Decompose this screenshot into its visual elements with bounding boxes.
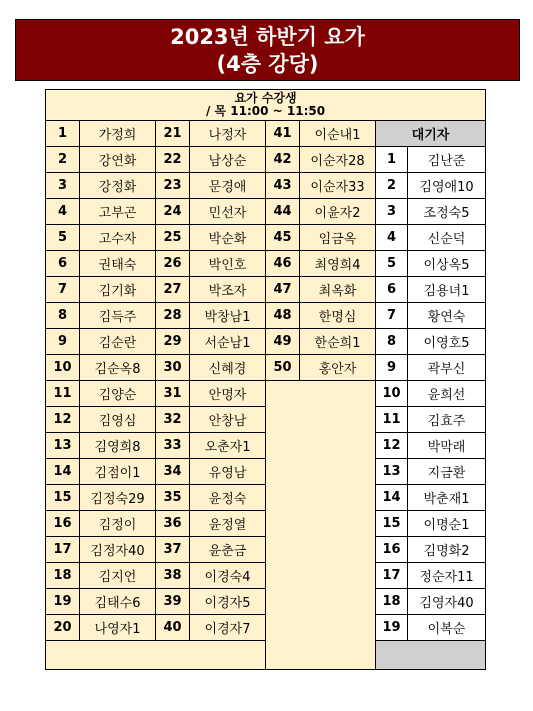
entry-name: 김양순 (80, 381, 156, 407)
entry-number: 25 (156, 225, 190, 251)
entry-number: 19 (46, 589, 80, 615)
entry-number: 24 (156, 199, 190, 225)
entry-number: 36 (156, 511, 190, 537)
entry-number: 35 (156, 485, 190, 511)
entry-number: 7 (376, 303, 408, 329)
entry-name: 윤정숙 (190, 485, 266, 511)
entry-name: 김정숙29 (80, 485, 156, 511)
empty-cell (46, 641, 266, 670)
entry-name: 가정희 (80, 121, 156, 147)
entry-name: 윤정열 (190, 511, 266, 537)
entry-number: 18 (376, 589, 408, 615)
entry-name: 김정자40 (80, 537, 156, 563)
entry-name: 남상순 (190, 147, 266, 173)
title-line-2: (4층 강당) (216, 52, 319, 76)
table-row (46, 277, 486, 303)
table-row (46, 147, 486, 173)
entry-number: 30 (156, 355, 190, 381)
entry-number: 31 (156, 381, 190, 407)
roster-header-schedule: / 목 11:00 ~ 11:50 (205, 104, 326, 118)
entry-number: 34 (156, 459, 190, 485)
entry-name: 신혜경 (190, 355, 266, 381)
entry-number: 44 (266, 199, 300, 225)
entry-name: 윤희선 (408, 381, 486, 407)
entry-name: 곽부신 (408, 355, 486, 381)
entry-name: 이복순 (408, 615, 486, 641)
table-row (46, 355, 486, 381)
entry-number: 22 (156, 147, 190, 173)
entry-number: 6 (376, 277, 408, 303)
table-row (46, 303, 486, 329)
entry-name: 김영자40 (408, 589, 486, 615)
title-line-1: 2023년 하반기 요가 (170, 25, 365, 49)
entry-name: 정순자11 (408, 563, 486, 589)
waitlist-header: 대기자 (376, 121, 486, 147)
entry-number: 43 (266, 173, 300, 199)
table-row (46, 121, 486, 147)
entry-number: 18 (46, 563, 80, 589)
entry-name: 김영희8 (80, 433, 156, 459)
entry-number: 9 (46, 329, 80, 355)
entry-name: 김정이 (80, 511, 156, 537)
title-banner (15, 19, 520, 81)
entry-name: 오춘자1 (190, 433, 266, 459)
entry-name: 강연화 (80, 147, 156, 173)
entry-name: 김영심 (80, 407, 156, 433)
entry-number: 42 (266, 147, 300, 173)
entry-name: 신순덕 (408, 225, 486, 251)
entry-number: 16 (46, 511, 80, 537)
entry-name: 이경자7 (190, 615, 266, 641)
entry-number: 10 (376, 381, 408, 407)
entry-name: 김순란 (80, 329, 156, 355)
entry-number: 33 (156, 433, 190, 459)
entry-name: 이영호5 (408, 329, 486, 355)
entry-number: 4 (46, 199, 80, 225)
entry-number: 1 (46, 121, 80, 147)
entry-name: 이순자28 (300, 147, 376, 173)
entry-name: 박춘재1 (408, 485, 486, 511)
entry-number: 48 (266, 303, 300, 329)
entry-name: 김지언 (80, 563, 156, 589)
roster-body (46, 90, 486, 670)
empty-cell (376, 641, 486, 670)
entry-number: 14 (46, 459, 80, 485)
entry-number: 23 (156, 173, 190, 199)
entry-name: 이경숙4 (190, 563, 266, 589)
entry-name: 박막래 (408, 433, 486, 459)
entry-name: 조정숙5 (408, 199, 486, 225)
entry-name: 이윤자2 (300, 199, 376, 225)
entry-name: 권태숙 (80, 251, 156, 277)
roster-header-cell (46, 90, 486, 121)
entry-number: 13 (376, 459, 408, 485)
entry-name: 김점이1 (80, 459, 156, 485)
entry-number: 11 (376, 407, 408, 433)
entry-number: 17 (46, 537, 80, 563)
empty-block (266, 381, 376, 670)
entry-name: 김난준 (408, 147, 486, 173)
entry-name: 박창남1 (190, 303, 266, 329)
entry-name: 한명심 (300, 303, 376, 329)
entry-name: 강정화 (80, 173, 156, 199)
entry-number: 41 (266, 121, 300, 147)
entry-number: 39 (156, 589, 190, 615)
entry-name: 고수자 (80, 225, 156, 251)
entry-name: 한순희1 (300, 329, 376, 355)
entry-number: 50 (266, 355, 300, 381)
entry-number: 2 (376, 173, 408, 199)
entry-number: 12 (376, 433, 408, 459)
entry-name: 임금옥 (300, 225, 376, 251)
entry-name: 김득주 (80, 303, 156, 329)
entry-number: 11 (46, 381, 80, 407)
entry-name: 김순옥8 (80, 355, 156, 381)
entry-number: 16 (376, 537, 408, 563)
entry-name: 민선자 (190, 199, 266, 225)
entry-number: 26 (156, 251, 190, 277)
entry-number: 20 (46, 615, 80, 641)
entry-name: 이순자33 (300, 173, 376, 199)
entry-name: 박조자 (190, 277, 266, 303)
entry-number: 38 (156, 563, 190, 589)
entry-number: 8 (376, 329, 408, 355)
entry-number: 3 (46, 173, 80, 199)
entry-name: 최영희4 (300, 251, 376, 277)
entry-number: 14 (376, 485, 408, 511)
entry-number: 19 (376, 615, 408, 641)
entry-name: 황연숙 (408, 303, 486, 329)
entry-number: 45 (266, 225, 300, 251)
entry-name: 박인호 (190, 251, 266, 277)
entry-name: 고부곤 (80, 199, 156, 225)
entry-number: 9 (376, 355, 408, 381)
entry-number: 21 (156, 121, 190, 147)
entry-number: 2 (46, 147, 80, 173)
entry-number: 29 (156, 329, 190, 355)
roster-table (45, 89, 486, 670)
entry-number: 28 (156, 303, 190, 329)
entry-name: 안창남 (190, 407, 266, 433)
entry-name: 이경자5 (190, 589, 266, 615)
table-row (46, 173, 486, 199)
entry-name: 나영자1 (80, 615, 156, 641)
entry-number: 8 (46, 303, 80, 329)
entry-name: 이상옥5 (408, 251, 486, 277)
table-row (46, 251, 486, 277)
entry-name: 지금환 (408, 459, 486, 485)
header-row (46, 90, 486, 121)
entry-name: 김용녀1 (408, 277, 486, 303)
entry-name: 유영남 (190, 459, 266, 485)
entry-number: 15 (46, 485, 80, 511)
entry-name: 김영애10 (408, 173, 486, 199)
entry-number: 5 (46, 225, 80, 251)
entry-number: 6 (46, 251, 80, 277)
entry-name: 박순화 (190, 225, 266, 251)
entry-number: 37 (156, 537, 190, 563)
entry-number: 12 (46, 407, 80, 433)
table-row (46, 381, 486, 407)
entry-number: 10 (46, 355, 80, 381)
entry-number: 13 (46, 433, 80, 459)
entry-name: 윤춘금 (190, 537, 266, 563)
entry-number: 47 (266, 277, 300, 303)
entry-name: 김명화2 (408, 537, 486, 563)
entry-number: 15 (376, 511, 408, 537)
entry-number: 49 (266, 329, 300, 355)
entry-number: 5 (376, 251, 408, 277)
entry-number: 17 (376, 563, 408, 589)
table-row (46, 199, 486, 225)
entry-name: 이명순1 (408, 511, 486, 537)
table-row (46, 225, 486, 251)
entry-name: 문경애 (190, 173, 266, 199)
entry-name: 홍안자 (300, 355, 376, 381)
entry-name: 안명자 (190, 381, 266, 407)
roster-header-title: 요가 수강생 (234, 91, 297, 105)
entry-number: 4 (376, 225, 408, 251)
entry-name: 이순내1 (300, 121, 376, 147)
entry-name: 김태수6 (80, 589, 156, 615)
entry-number: 1 (376, 147, 408, 173)
entry-name: 최옥화 (300, 277, 376, 303)
entry-number: 46 (266, 251, 300, 277)
table-row (46, 329, 486, 355)
entry-name: 나정자 (190, 121, 266, 147)
entry-number: 7 (46, 277, 80, 303)
entry-name: 서순남1 (190, 329, 266, 355)
entry-number: 32 (156, 407, 190, 433)
entry-number: 3 (376, 199, 408, 225)
entry-name: 김기화 (80, 277, 156, 303)
entry-number: 27 (156, 277, 190, 303)
entry-name: 김효주 (408, 407, 486, 433)
entry-number: 40 (156, 615, 190, 641)
